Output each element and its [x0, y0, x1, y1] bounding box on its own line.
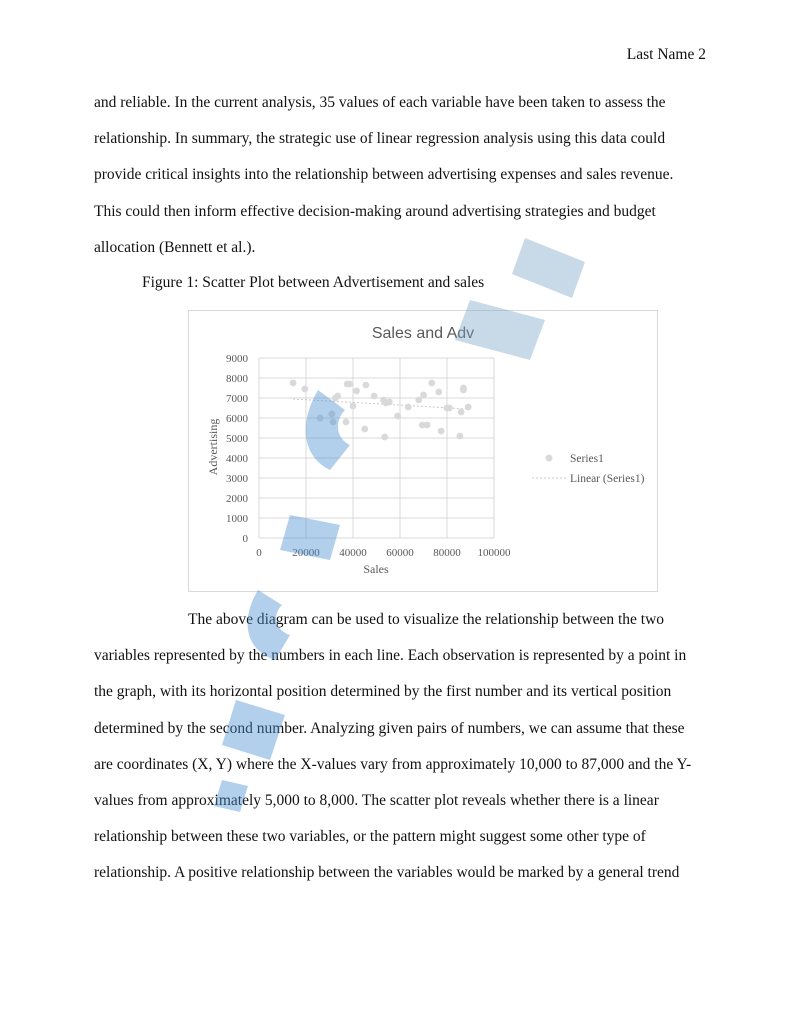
paragraph-line: variables represented by the numbers in each line. Each observation is represented by a point in [94, 647, 687, 665]
data-point [381, 434, 388, 441]
paragraph-line: provide critical insights into the relationship between advertising expenses and sales revenue. [94, 166, 674, 184]
data-point [330, 419, 337, 426]
paragraph-line: allocation (Bennett et al.). [94, 238, 256, 256]
y-tick-label: 3000 [226, 473, 248, 485]
data-point [457, 433, 464, 440]
paragraph-line: are coordinates (X, Y) where the X-values vary from approximately 10,000 to 87,000 and the Y- [94, 755, 692, 773]
chart-title: Sales and Adv [371, 325, 475, 342]
paragraph-line: and reliable. In the current analysis, 35 values of each variable have been taken to assess the [94, 94, 666, 111]
paragraph-line: This could then inform effective decision-making around advertising strategies and budget [94, 202, 656, 220]
y-tick-label: 8000 [226, 373, 248, 385]
paragraph-line: the graph, with its horizontal position determined by the first number and its vertical position [94, 683, 672, 701]
scatter-chart [189, 311, 659, 593]
data-point [317, 415, 324, 422]
data-point [353, 388, 360, 395]
data-point [415, 397, 422, 404]
legend-marker-series1 [546, 455, 553, 462]
chart-legend [532, 453, 645, 485]
paragraph-line: relationship. A positive relationship between the variables would be marked by a general trend [94, 864, 680, 882]
data-point [290, 380, 297, 387]
paragraph-1 [94, 85, 714, 266]
y-tick-label: 2000 [226, 493, 248, 505]
data-point [343, 419, 350, 426]
data-point [301, 386, 308, 393]
data-point [363, 382, 370, 389]
legend-label-series1: Series1 [570, 453, 604, 465]
paragraph-line: determined by the second number. Analyzing given pairs of numbers, we can assume that these [94, 719, 685, 737]
figure-caption: Figure 1: Scatter Plot between Advertisement and sales [142, 274, 485, 291]
data-point [438, 428, 445, 435]
data-point [361, 426, 368, 433]
data-point [458, 409, 465, 416]
paragraph-2 [94, 602, 714, 892]
data-point [428, 380, 435, 387]
data-point [386, 399, 393, 406]
x-tick-label: 20000 [292, 547, 320, 559]
legend-label-trendline: Linear (Series1) [570, 473, 645, 485]
x-tick-label: 60000 [386, 547, 414, 559]
paragraph-line: values from approximately 5,000 to 8,000. The scatter plot reveals whether there is a linear [94, 792, 659, 810]
data-point [350, 403, 357, 410]
data-point [420, 392, 427, 399]
data-point [424, 422, 431, 429]
y-tick-label: 0 [242, 533, 248, 545]
data-point [328, 411, 335, 418]
data-point [371, 393, 378, 400]
data-point [435, 389, 442, 396]
x-tick-label: 100000 [477, 547, 511, 559]
data-point [460, 387, 467, 394]
x-tick-label: 0 [256, 547, 262, 559]
data-point [446, 405, 453, 412]
y-tick-label: 6000 [226, 413, 248, 425]
data-point [394, 413, 401, 420]
chart-frame [188, 310, 658, 592]
y-axis-label: Advertising [206, 418, 220, 476]
y-tick-label: 9000 [226, 353, 248, 365]
data-point [405, 404, 412, 411]
paragraph-line: relationship. In summary, the strategic use of linear regression analysis using this data could [94, 130, 666, 148]
y-tick-label: 5000 [226, 433, 248, 445]
x-axis-label: Sales [363, 562, 389, 576]
y-tick-label: 1000 [226, 513, 248, 525]
paragraph-line: relationship between these two variables, or the pattern might suggest some other type of [94, 828, 646, 846]
chart-points [290, 380, 472, 441]
data-point [346, 381, 353, 388]
running-head: Last Name 2 [626, 46, 706, 63]
paragraph-line: The above diagram can be used to visualize the relationship between the two [188, 611, 665, 628]
x-tick-label: 40000 [339, 547, 367, 559]
data-point [334, 393, 341, 400]
y-tick-label: 7000 [226, 393, 248, 405]
y-tick-label: 4000 [226, 453, 248, 465]
x-tick-label: 80000 [433, 547, 461, 559]
data-point [465, 404, 472, 411]
